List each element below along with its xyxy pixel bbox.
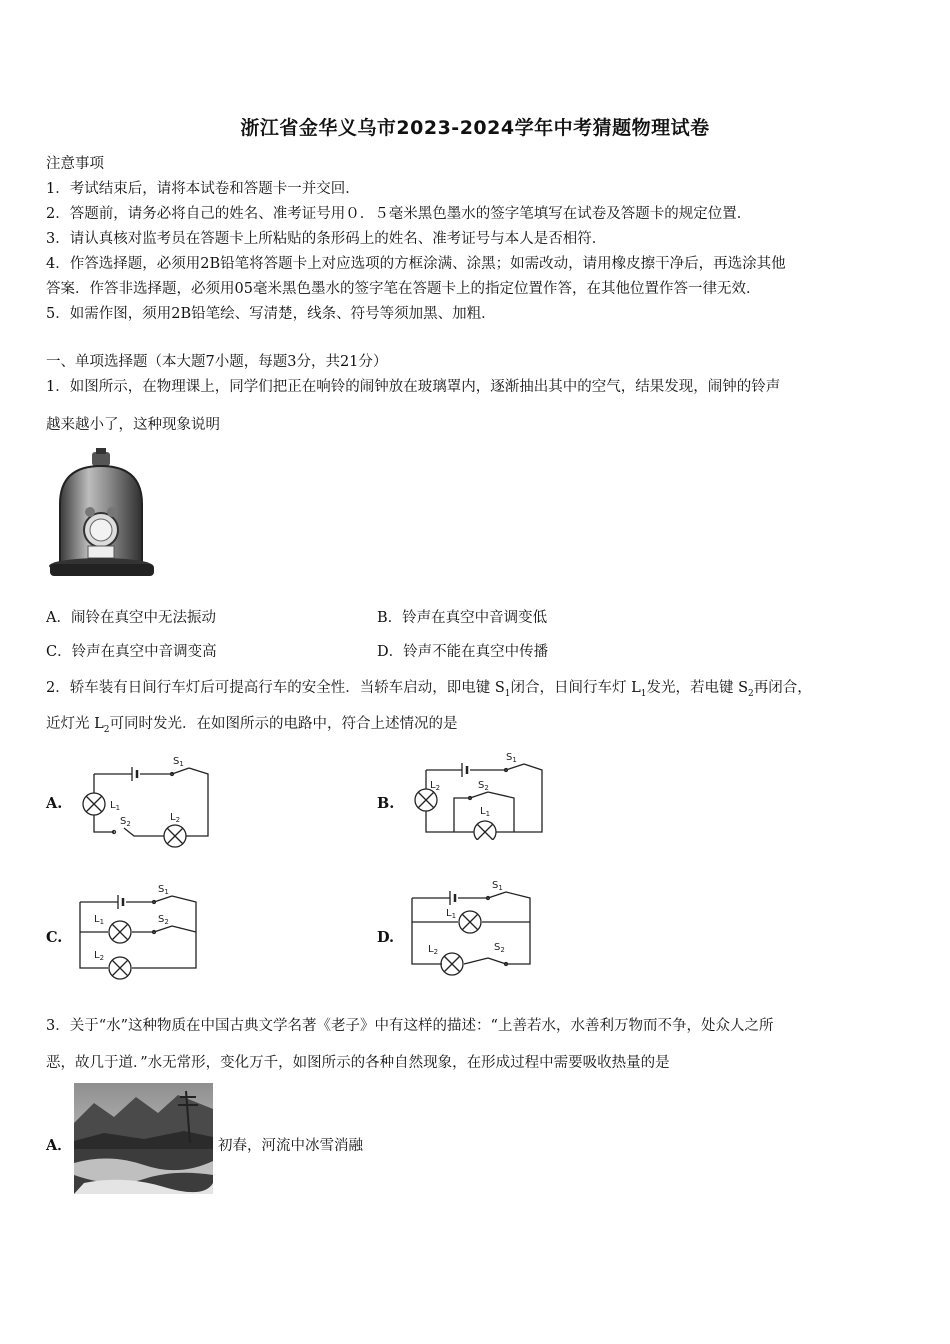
svg-text:L1: $L_1$: [94, 914, 105, 926]
circuit-a-label[interactable]: A.: [46, 795, 63, 812]
svg-text:S1: $S_1$: [158, 884, 169, 896]
section-heading: 一、单项选择题（本大题7小题，每题3分，共21分）: [46, 354, 388, 370]
circuit-a-diagram: [74, 752, 214, 850]
question-1-text-cont: 越来越小了，这种现象说明: [46, 417, 220, 433]
question-2-text-cont: 近灯光 $L_2$可同时发光．在如图所示的电路中，符合上述情况的是: [46, 716, 458, 735]
notice-item: 3．请认真核对监考员在答题卡上所粘贴的条形码上的姓名、准考证号与本人是否相符．: [46, 231, 607, 247]
circuit-c-label[interactable]: C.: [46, 929, 63, 946]
svg-text:S2: $S_2$: [494, 942, 505, 954]
notice-item: 2．答题前，请务必将自己的姓名、准考证号用０．５毫米黑色墨水的签字笔填写在试卷及答题卡的规定位置．: [46, 206, 752, 222]
notice-item: 4．作答选择题，必须用2B铅笔将答题卡上对应选项的方框涂满、涂黑；如需改动，请用橡皮擦干净后，再选涂其他: [46, 256, 786, 272]
svg-text:S1: $S_1$: [506, 752, 517, 764]
svg-text:L2: $L_2$: [430, 780, 441, 792]
q3-option-a-text[interactable]: 初春，河流中冰雪消融: [218, 1138, 363, 1154]
svg-text:L2: $L_2$: [428, 944, 439, 956]
notice-item: 5．如需作图，须用2B铅笔绘、写清楚，线条、符号等须加黑、加粗．: [46, 306, 496, 322]
circuit-d-diagram: [408, 876, 538, 976]
svg-text:S2: $S_2$: [158, 914, 169, 926]
option-d[interactable]: D．铃声不能在真空中传播: [377, 644, 549, 660]
notice-item: 1．考试结束后，请将本试卷和答题卡一并交回．: [46, 181, 360, 197]
circuit-b-diagram: [408, 748, 548, 840]
svg-text:L1: $L_1$: [446, 908, 457, 920]
notice-item: 答案．作答非选择题，必须用05毫米黑色墨水的签字笔在答题卡上的指定位置作答，在其他位置作答一律无效．: [46, 281, 761, 297]
notice-heading: 注意事项: [46, 156, 104, 172]
question-2-text: 2．轿车装有日间行车灯后可提高行车的安全性．当轿车启动，即电键 $S_1$闭合，日间行车灯 $L_1$发光，若电键 $S_2$再闭合，: [46, 680, 812, 699]
circuit-d-label[interactable]: D.: [377, 929, 395, 946]
svg-text:L2: $L_2$: [94, 950, 105, 962]
svg-text:L1: $L_1$: [480, 806, 491, 818]
option-b[interactable]: B．铃声在真空中音调变低: [377, 610, 548, 626]
bell-jar-image: [46, 446, 158, 582]
svg-text:L1: $L_1$: [110, 800, 121, 812]
svg-text:L2: $L_2$: [170, 812, 181, 824]
question-1-text: 1．如图所示，在物理课上，同学们把正在响铃的闹钟放在玻璃罩内，逐渐抽出其中的空气，结果发现，闹钟的铃声: [46, 379, 781, 395]
svg-text:S1: $S_1$: [173, 756, 184, 768]
question-3-text: 3．关于“水”这种物质在中国古典文学名著《老子》中有这样的描述：“上善若水，水善利万物而不争，处众人之所: [46, 1018, 774, 1034]
option-a[interactable]: A．闹铃在真空中无法振动: [46, 610, 216, 626]
circuit-b-label[interactable]: B.: [377, 795, 395, 812]
page-title: 浙江省金华义乌市2023-2024学年中考猜题物理试卷: [240, 117, 710, 139]
svg-text:S2: $S_2$: [120, 816, 131, 828]
circuit-c-diagram: [74, 880, 204, 980]
option-c[interactable]: C．铃声在真空中音调变高: [46, 644, 217, 660]
svg-text:S1: $S_1$: [492, 880, 503, 892]
melting-river-photo: [74, 1083, 213, 1194]
q3-option-a-label[interactable]: A．: [46, 1137, 72, 1154]
question-3-text-cont: 恶，故几于道．”水无常形，变化万千，如图所示的各种自然现象，在形成过程中需要吸收热量的是: [46, 1055, 670, 1071]
svg-text:S2: $S_2$: [478, 780, 489, 792]
